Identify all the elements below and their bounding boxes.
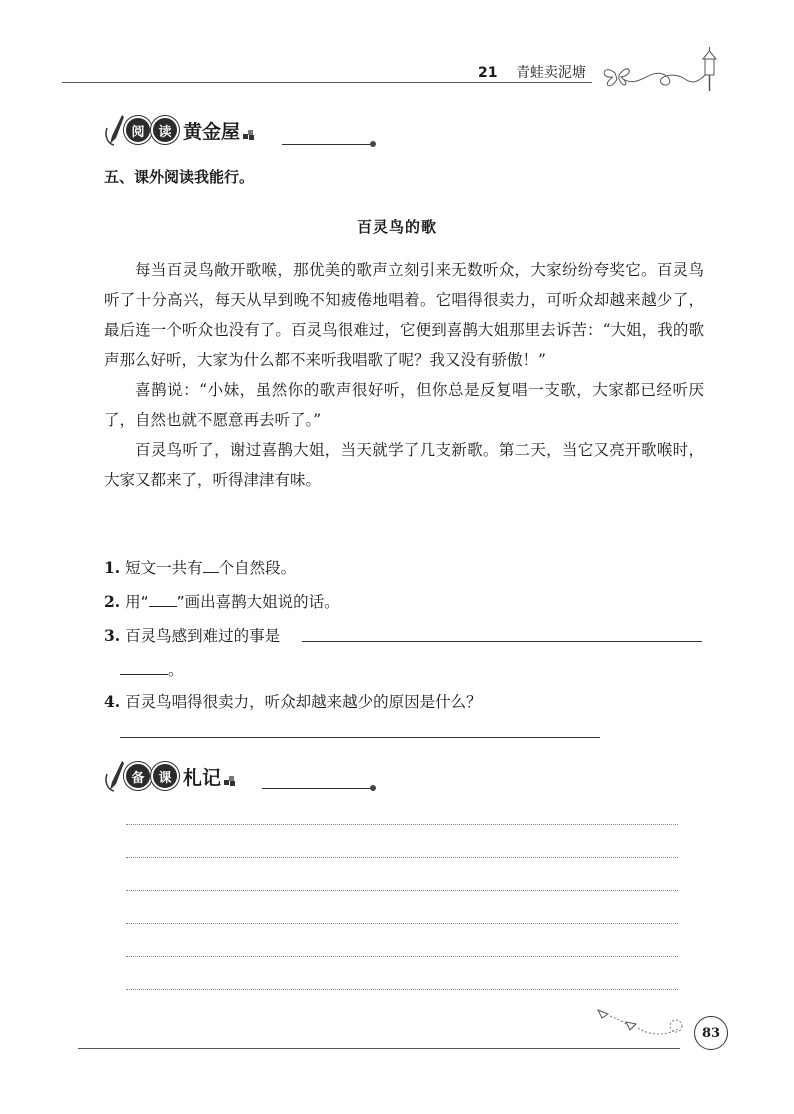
section-title: 札记 (183, 766, 222, 789)
notes-line[interactable] (126, 989, 678, 990)
notes-line[interactable] (126, 923, 678, 924)
rule-end-dot (370, 141, 376, 147)
lesson-title: 青蛙卖泥塘 (515, 65, 586, 81)
question-number: 1. (104, 558, 121, 577)
answer-blank (149, 592, 177, 607)
answer-blank[interactable] (120, 660, 168, 675)
question-1: 1. 短文一共有 个自然段。 (104, 558, 297, 577)
story-title: 百灵鸟的歌 (356, 218, 437, 236)
answer-blank[interactable] (203, 558, 219, 573)
story-paragraph: 百灵鸟听了，谢过喜鹊大姐，当天就学了几支新歌。第二天，当它又亮开歌喉时，大家又都来了，听得津津有味。 (104, 441, 704, 489)
notes-line[interactable] (126, 956, 678, 957)
squares-decoration-icon (243, 130, 255, 140)
brush-icon (104, 114, 126, 146)
story-paragraph: 每当百灵鸟敞开歌喉，那优美的歌声立刻引来无数听众，大家纷纷夸奖它。百灵鸟听了十分高兴，每天从早到晚不知疲倦地唱着。它唱得很卖力，可听众却越来越少了，最后连一个听众也没有了。百灵鸟很难过，它便到喜鹊大姐那里去诉苦：“大姐，我的歌声那么好听，大家为什么都不来听我唱歌了呢？我又没有骄傲！” (104, 261, 704, 369)
task-heading: 五、课外阅读我能行。 (104, 168, 255, 186)
question-3-continuation: 。 (120, 658, 184, 680)
running-header (478, 62, 586, 82)
question-number: 3. (104, 626, 121, 645)
reading-section-badge (104, 112, 255, 148)
question-number: 4. (104, 692, 121, 711)
page-number: 83 (694, 1016, 728, 1050)
brush-icon (104, 760, 126, 792)
answer-line[interactable] (302, 641, 702, 642)
story-body (104, 255, 704, 495)
footer-rule (78, 1048, 680, 1049)
notes-section-badge (104, 758, 236, 794)
story-paragraph: 喜鹊说：“小妹，虽然你的歌声很好听，但你总是反复唱一支歌，大家都已经听厌了，自然也就不愿意再去听了。” (104, 381, 704, 429)
section-rule (262, 788, 370, 789)
badge-char-1: 备 (124, 762, 152, 790)
question-4: 4. 百灵鸟唱得很卖力，听众却越来越少的原因是什么？ (104, 692, 482, 711)
birds-decoration-icon (590, 1000, 690, 1040)
badge-char-1: 阅 (124, 116, 152, 144)
lesson-number: 21 (478, 65, 498, 81)
notes-line[interactable] (126, 824, 678, 825)
section-title: 黄金屋 (183, 120, 241, 143)
badge-char-2: 课 (151, 762, 179, 790)
answer-line[interactable] (120, 737, 600, 738)
question-3: 3. 百灵鸟感到难过的事是 (104, 626, 281, 645)
section-rule (282, 144, 370, 145)
rule-end-dot (370, 785, 376, 791)
butterfly-lamp-decoration-icon (595, 45, 725, 95)
badge-char-2: 读 (151, 116, 179, 144)
notes-line[interactable] (126, 890, 678, 891)
notes-line[interactable] (126, 857, 678, 858)
header-rule (62, 82, 592, 83)
question-2: 2. 用“ ”画出喜鹊大姐说的话。 (104, 592, 340, 611)
question-number: 2. (104, 592, 121, 611)
squares-decoration-icon (224, 776, 236, 786)
